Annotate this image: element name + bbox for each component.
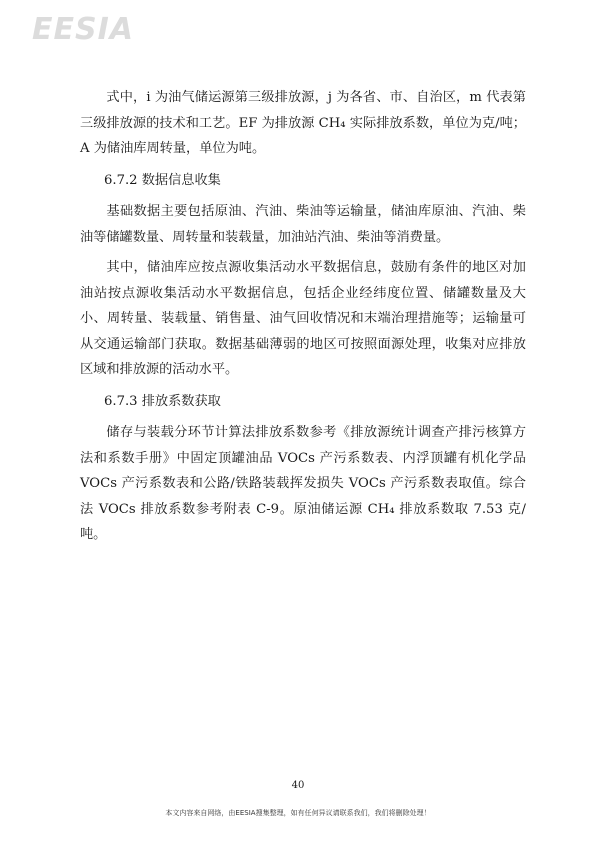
eesia-watermark-logo: EESIA [32, 12, 134, 47]
formula-explanation-paragraph: 式中，i 为油气储运源第三级排放源，j 为各省、市、自治区，m 代表第三级排放源的技术和工艺。EF 为排放源 CH₄ 实际排放系数，单位为克/吨；A 为储油库周转量，单位为吨。 [80, 90, 526, 156]
point-source-paragraph: 其中，储油库应按点源收集活动水平数据信息，鼓励有条件的地区对加油站按点源收集活动水平数据信息，包括企业经纬度位置、储罐数量及大小、周转量、装载量、销售量、油气回收情况和末端治理措施等；运输量可从交通运输部门获取。数据基础薄弱的地区可按照面源处理，收集对应排放区域和排放源的活动水平。 [80, 260, 526, 377]
section-heading-6-7-2: 6.7.2 数据信息收集 [104, 172, 221, 188]
footer-disclaimer: 本文内容来自网络，由EESIA搜集整理，如有任何异议请联系我们，我们将删除处理！ [165, 809, 431, 817]
section-heading-6-7-3: 6.7.3 排放系数获取 [104, 393, 221, 409]
emission-factor-paragraph: 储存与装载分环节计算法排放系数参考《排放源统计调查产排污核算方法和系数手册》中固定顶罐油品 VOCs 产污系数表、内浮顶罐有机化学品 VOCs 产污系数表和公路/铁路装载挥发损失 VOCs 产污系数表取值。综合法 VOCs 排放系数参考附表 C-9。原油储运源 CH₄ 排放系数取 7.53 克/吨。 [80, 425, 526, 542]
page-number: 40 [291, 780, 305, 791]
document-body [80, 85, 526, 548]
basic-data-paragraph: 基础数据主要包括原油、汽油、柴油等运输量，储油库原油、汽油、柴油等储罐数量、周转量和装载量，加油站汽油、柴油等消费量。 [80, 204, 526, 245]
